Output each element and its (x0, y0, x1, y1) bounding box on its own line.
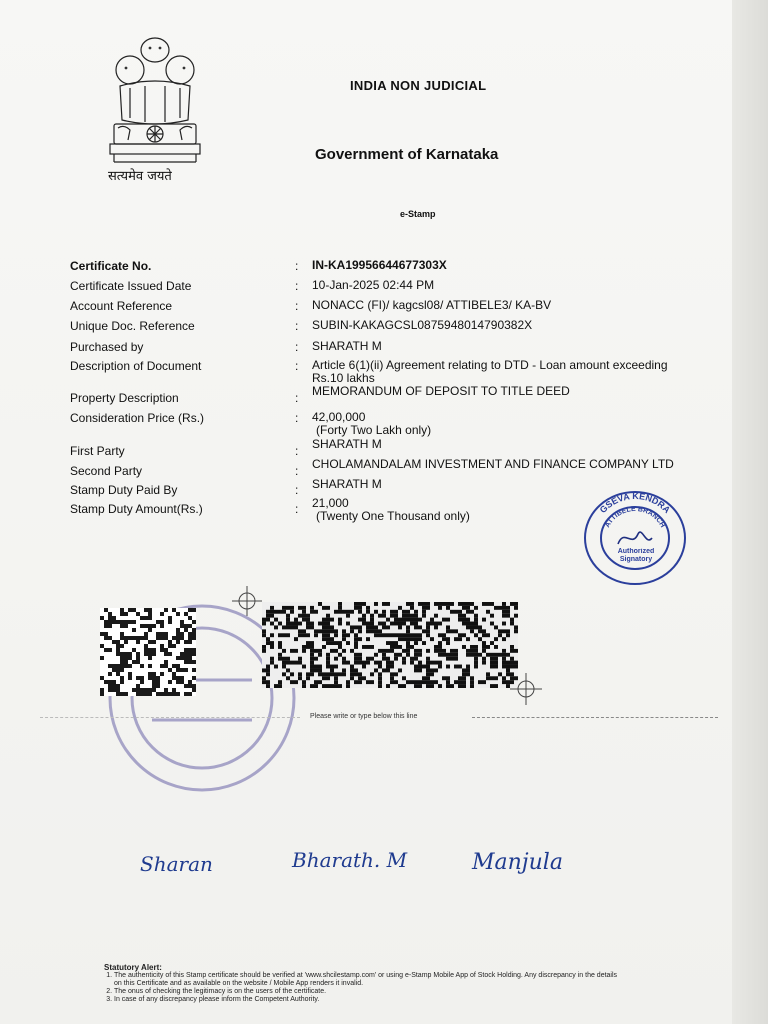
field-value-amount: 21,000 (312, 496, 349, 510)
field-label: First Party (70, 444, 125, 458)
field-label: Stamp Duty Amount(Rs.) (70, 502, 203, 516)
field-value (312, 411, 712, 437)
field-colon: : (295, 464, 299, 478)
write-below-line-text: Please write or type below this line (310, 713, 418, 720)
field-value-amount: 42,00,000 (312, 410, 366, 424)
field-value: NONACC (FI)/ kagcsl08/ ATTIBELE3/ KA-BV (312, 298, 552, 312)
field-colon: : (295, 483, 299, 497)
field-value: IN-KA19956644677303X (312, 258, 447, 272)
field-value: SHARATH M (312, 339, 382, 353)
field-value: 10-Jan-2025 02:44 PM (312, 278, 435, 292)
signature-2: Bharath. M (292, 848, 408, 872)
field-colon: : (295, 391, 299, 405)
header-government: Government of Karnataka (315, 146, 499, 163)
statutory-alert-item: 1. The authenticity of this Stamp certificate should be verified at 'www.shcilestamp.com' or using e-Stamp Mobile App of Stock Holding. Any discrepancy in the details on this Certificate and as available on the website / Mobile App renders it invalid. (114, 972, 624, 988)
lion-capital-emblem-icon (100, 28, 210, 168)
field-label: Property Description (70, 391, 179, 405)
field-value: SUBIN-KAKAGCSL0875948014790382X (312, 318, 533, 332)
field-value-words: (Twenty One Thousand only) (316, 509, 470, 523)
page-right-edge (732, 0, 768, 1024)
field-value: CHOLAMANDALAM INVESTMENT AND FINANCE COMPANY LTD (312, 457, 674, 471)
field-colon: : (295, 411, 299, 425)
authorized-signatory-stamp (580, 488, 690, 588)
qr-code (100, 608, 196, 696)
svg-text:ATTIBELE BRANCH (604, 506, 666, 529)
barcode-block (262, 602, 518, 688)
field-value: SHARATH M (312, 477, 382, 491)
signature-3: Manjula (472, 850, 563, 875)
emblem-motto: सत्यमेव जयते (108, 169, 172, 184)
crosshair-mark-icon (232, 586, 262, 616)
field-value: SHARATH M (312, 437, 382, 451)
write-line-rule (40, 717, 300, 718)
field-value: MEMORANDUM OF DEPOSIT TO TITLE DEED (312, 384, 570, 398)
field-colon: : (295, 319, 299, 333)
field-label: Stamp Duty Paid By (70, 483, 178, 497)
field-colon: : (295, 340, 299, 354)
field-label: Account Reference (70, 299, 173, 313)
write-line-rule (472, 717, 718, 718)
field-label: Purchased by (70, 340, 144, 354)
statutory-alert-title: Statutory Alert: (104, 963, 162, 972)
field-colon: : (295, 279, 299, 293)
field-value: Article 6(1)(ii) Agreement relating to DTD - Loan amount exceeding Rs.10 lakhs (312, 358, 668, 385)
statutory-alert-item: 3. In case of any discrepancy please inform the Competent Authority. (114, 996, 624, 1004)
stamp-top-text: GSEVA KENDRA (597, 490, 673, 516)
field-value-words: (Forty Two Lakh only) (316, 423, 432, 437)
signature-1: Sharan (140, 852, 213, 876)
field-label: Description of Document (70, 359, 202, 373)
field-label: Certificate Issued Date (70, 279, 192, 293)
crosshair-mark-icon (510, 673, 542, 705)
stamp-bottom-text: Authorized Signatory (617, 548, 655, 563)
field-colon: : (295, 299, 299, 313)
field-label: Unique Doc. Reference (70, 319, 195, 333)
field-label: Second Party (70, 464, 143, 478)
field-label: Certificate No. (70, 259, 152, 273)
stamp-mid-text: ATTIBELE BRANCH (604, 505, 666, 529)
field-colon: : (295, 444, 299, 458)
header-india-non-judicial: INDIA NON JUDICIAL (350, 78, 487, 93)
statutory-alert (104, 964, 624, 1004)
field-label: Consideration Price (Rs.) (70, 411, 205, 425)
field-colon: : (295, 259, 299, 273)
field-colon: : (295, 359, 299, 373)
field-colon: : (295, 502, 299, 516)
statutory-alert-item: 2. The onus of checking the legitimacy is on the users of the certificate. (114, 988, 624, 996)
header-e-stamp: e-Stamp (400, 209, 436, 219)
